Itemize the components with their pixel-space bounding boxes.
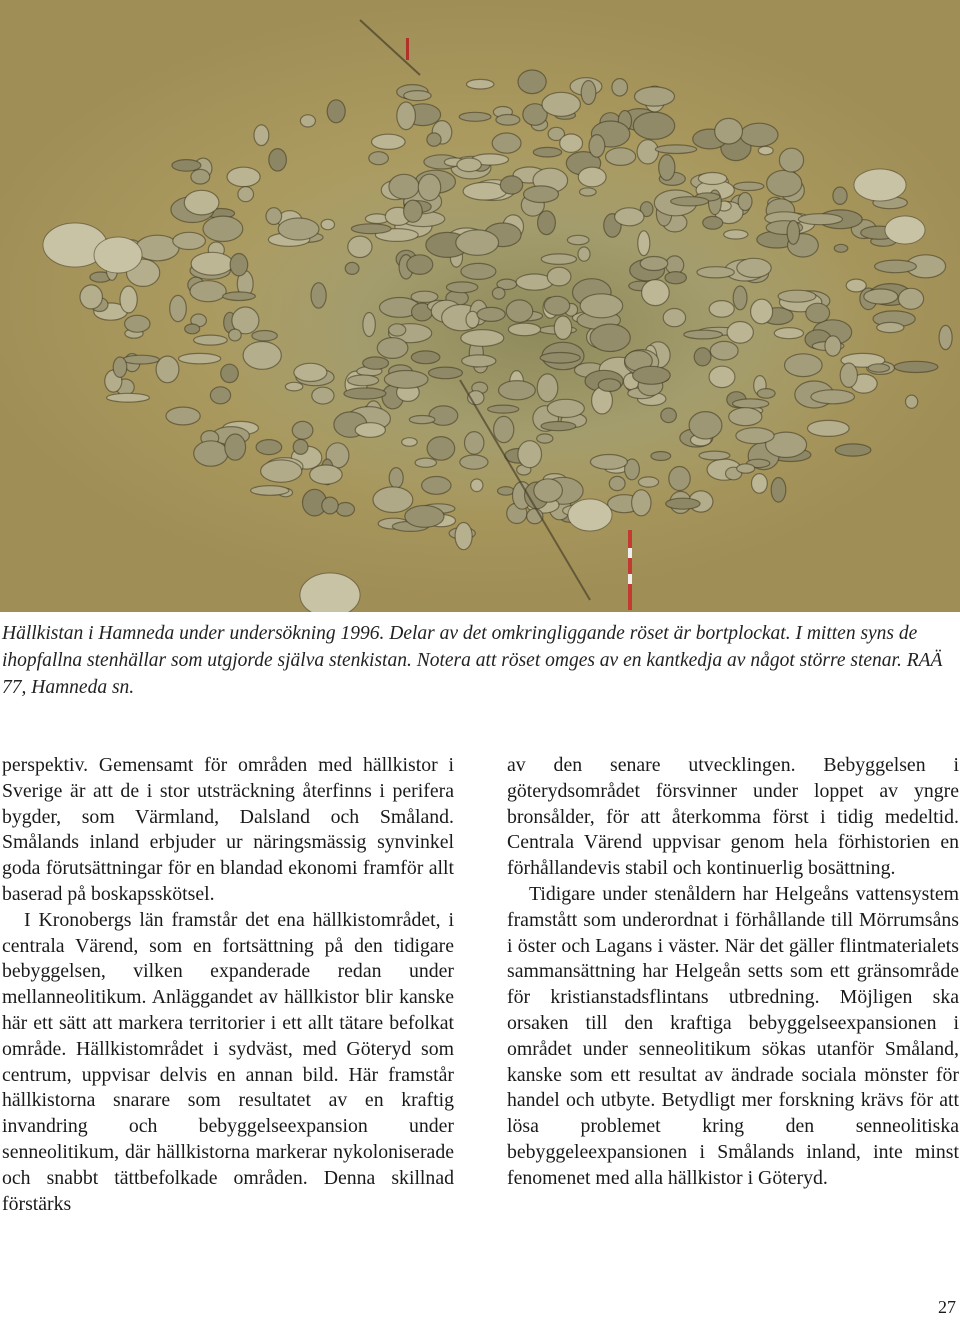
paragraph: I Kronobergs län framstår det ena hällkistområdet, i centrala Värend, som en fortsättning på den tidigare bebyggelsen, vilken expanderade redan under mellanneolitikum. Anläggandet av hällkistor blir kanske här ett sätt att markera territorier i ett allt tätare befolkat område. Hällkistområdet i sydväst, med Göteryd som centrum, uppvisar delvis en annan bild. Här framstår hällkistorna snarare som resultatet av en kraftig invandring och bebyggelseexpansion under senneolitikum, där hällkistorna markerar nykoloniserade och snabbt tättbefolkade områden. Denna skillnad förstärks	[2, 908, 454, 1215]
stone	[578, 247, 590, 261]
stone	[779, 148, 803, 172]
stone	[671, 197, 709, 206]
stone	[294, 363, 327, 381]
stone	[541, 422, 576, 431]
stone	[632, 490, 651, 516]
stone	[537, 434, 553, 443]
stone	[404, 91, 431, 101]
stone	[567, 235, 589, 244]
stone	[462, 355, 496, 367]
stone	[221, 364, 239, 382]
stone	[499, 381, 536, 400]
stone	[310, 465, 342, 484]
stone	[465, 432, 484, 455]
stone	[227, 167, 260, 186]
stone	[590, 324, 630, 351]
stone	[638, 231, 650, 256]
stone	[709, 301, 734, 318]
stone	[589, 135, 605, 158]
stone	[389, 324, 406, 336]
stone	[833, 187, 847, 204]
stone	[518, 70, 546, 94]
stone	[540, 353, 580, 364]
stone	[538, 211, 556, 235]
stone	[404, 200, 423, 222]
boulder	[300, 573, 360, 612]
stone	[418, 174, 440, 200]
stone	[864, 289, 898, 304]
stone	[500, 176, 522, 194]
stone	[537, 374, 558, 402]
stone	[633, 366, 671, 384]
stone	[372, 134, 406, 149]
stone	[560, 134, 583, 152]
text-column-left	[2, 753, 454, 1217]
stone	[415, 458, 436, 467]
boulder	[854, 169, 906, 201]
stone	[669, 467, 690, 491]
measuring-pole	[406, 38, 409, 60]
measuring-pole	[628, 530, 632, 610]
stone	[778, 290, 816, 302]
stone	[834, 244, 848, 252]
stone	[811, 390, 855, 404]
stone	[348, 236, 372, 257]
stone	[898, 288, 923, 309]
stone	[752, 474, 768, 494]
stone	[697, 267, 734, 278]
stone	[122, 355, 159, 364]
stone	[757, 389, 775, 399]
stone	[373, 487, 413, 513]
stone	[179, 353, 221, 363]
stone	[651, 452, 671, 461]
stone	[666, 498, 700, 509]
stone	[939, 325, 952, 349]
stone	[461, 330, 504, 347]
excavation-photo	[0, 0, 960, 612]
stone	[659, 155, 675, 181]
stone	[427, 133, 441, 146]
stone	[698, 173, 726, 185]
stone	[411, 291, 438, 302]
stone	[389, 174, 419, 199]
stone	[547, 399, 584, 417]
stone	[733, 286, 747, 310]
stone	[835, 444, 871, 456]
stone	[191, 252, 233, 275]
stone	[737, 258, 771, 277]
stone	[787, 221, 799, 245]
stone	[229, 329, 242, 341]
stone	[261, 460, 302, 482]
stone	[868, 364, 889, 372]
page-number: 27	[938, 1297, 956, 1317]
stone	[894, 361, 938, 372]
stone	[598, 379, 620, 392]
stone	[336, 503, 354, 517]
stone	[663, 309, 685, 327]
stone	[767, 170, 802, 196]
stone	[661, 408, 677, 423]
stone	[427, 437, 455, 461]
stone	[252, 331, 277, 341]
stone	[312, 387, 334, 404]
stone	[508, 323, 540, 336]
stone	[846, 279, 866, 292]
stone	[724, 230, 748, 239]
stone	[492, 133, 521, 153]
stone	[238, 187, 254, 202]
stone	[311, 283, 326, 308]
paragraph: Tidigare under stenåldern har Helgeåns vattensystem framstått som underordnat i förhållande till Mörrumsåns i öster och Lagans i väster. När det gäller flintmaterialets sammansättning har Helgeån setts som ett gränsområde för kristianstadsflintans utbredning. Möjligen ska orsaken till den kraftiga bebyggelseexpansionen i området under senneolitikum sökas utanför Småland, kanske som ett resultat av ändrade sociala mönster för handel och utbyte. Betydligt mer forskning krävs för att lösa problemet kring den senneolitiska bebyggeleexpansionen i Smålands inland, inte minst fenomenet med alla hällkistor i Göteryd.	[507, 882, 959, 1189]
stone	[715, 118, 743, 144]
stone	[256, 440, 282, 455]
stone	[300, 115, 315, 127]
stone	[710, 341, 738, 360]
stone	[321, 219, 334, 229]
stone	[684, 330, 723, 339]
stone	[694, 348, 711, 366]
stone	[518, 441, 542, 468]
stone	[771, 478, 786, 503]
stone	[637, 140, 658, 164]
stone	[689, 412, 722, 439]
stone	[498, 487, 515, 496]
stone	[429, 367, 463, 379]
stone	[355, 423, 385, 438]
stone	[825, 336, 841, 356]
stone	[534, 479, 563, 502]
stone	[580, 294, 623, 318]
stone	[633, 112, 674, 139]
stone	[230, 254, 248, 276]
stone	[492, 288, 505, 300]
stone	[554, 316, 571, 339]
stone	[547, 267, 571, 286]
stone	[243, 342, 281, 370]
stone	[875, 260, 917, 273]
stone	[785, 354, 823, 377]
stone	[642, 280, 670, 306]
stone	[125, 315, 150, 332]
stone	[665, 272, 686, 284]
stone	[638, 477, 658, 487]
text-column-right	[507, 753, 959, 1192]
stone	[734, 182, 764, 190]
stone	[223, 292, 256, 301]
stone	[774, 328, 803, 339]
paragraph: av den senare utvecklingen. Bebyggelsen i göterydsområdet försvinner under loppet av yngre bronsålder, för att återkomma först i tidig medeltid. Centrala Värend uppvisar genom hela förhistorien en förhållandevis stabil och kontinuerlig bosättning.	[507, 754, 959, 880]
stone	[194, 335, 228, 345]
stone	[580, 188, 597, 196]
stone	[758, 146, 773, 154]
stone	[266, 208, 282, 225]
stone	[736, 428, 774, 444]
stone	[806, 303, 830, 323]
stone	[612, 79, 628, 96]
stone	[285, 382, 302, 391]
stone	[407, 255, 433, 275]
stone	[225, 434, 246, 460]
stone	[409, 416, 435, 424]
stone	[185, 324, 200, 334]
stone	[496, 115, 520, 126]
stone	[203, 216, 243, 241]
stone	[542, 92, 580, 116]
stone	[606, 148, 636, 166]
stone	[173, 232, 206, 249]
paragraph: perspektiv. Gemensamt för områden med hällkistor i Sverige är att de i stor utsträckning återfinns i perifera bygder, som Värmland, Dalsland och Småland. Smålands inland erbjuder ur näringsmässig synvinkel goda förutsättningar för en blandad ekonomi framför allt baserad på boskapsskötsel.	[2, 754, 454, 905]
stone	[581, 81, 596, 105]
stone	[293, 439, 308, 454]
stone	[113, 357, 127, 377]
stone	[411, 351, 440, 364]
stone	[422, 477, 451, 495]
stone	[455, 523, 472, 550]
stone	[615, 208, 644, 226]
stone	[737, 464, 755, 473]
stone	[640, 257, 668, 271]
stone	[471, 479, 483, 492]
stone	[327, 100, 345, 123]
stone	[840, 363, 857, 387]
stone	[699, 451, 730, 460]
stone	[808, 420, 850, 436]
stone	[194, 441, 228, 466]
stone	[292, 421, 313, 439]
stone	[210, 387, 230, 404]
stone	[533, 147, 561, 157]
stone	[190, 281, 226, 302]
stone	[429, 406, 458, 425]
stone	[184, 190, 219, 215]
stone	[729, 408, 762, 426]
stone	[402, 438, 417, 447]
stone	[170, 295, 187, 321]
stone	[120, 286, 137, 313]
boulder	[568, 499, 612, 531]
stone	[166, 407, 200, 425]
stone	[345, 262, 359, 274]
stone	[363, 313, 375, 337]
stone	[446, 282, 477, 293]
stone	[506, 300, 532, 322]
stone	[269, 149, 287, 171]
stone	[494, 416, 514, 442]
stone	[590, 455, 627, 470]
stone	[389, 468, 403, 489]
stone	[703, 216, 723, 229]
stone	[751, 299, 773, 324]
stone	[459, 112, 491, 121]
stone	[578, 167, 606, 187]
boulder	[885, 216, 925, 244]
stone	[544, 296, 569, 315]
stone	[107, 393, 150, 402]
boulder	[94, 237, 142, 273]
stone	[456, 230, 499, 255]
stone	[80, 285, 102, 309]
stone	[709, 366, 735, 387]
figure-caption: Hällkistan i Hamneda under undersökning 1996. Delar av det omkringliggande röset är bortplockat. I mitten syns de ihopfallna stenhällar som utgjorde själva stenkistan. Notera att röset omges av en kantkedja av något större stenar. RAÄ 77, Hamneda sn.	[2, 623, 943, 698]
stone	[541, 254, 576, 264]
stone	[798, 214, 842, 225]
stone	[278, 218, 319, 240]
stone	[351, 224, 391, 234]
stone	[254, 125, 269, 146]
stone	[397, 102, 416, 130]
stone	[906, 395, 918, 408]
stone	[740, 123, 778, 146]
stone	[733, 399, 769, 408]
stone	[348, 375, 379, 386]
stone	[461, 263, 496, 279]
stone	[363, 357, 389, 369]
stone	[251, 486, 289, 496]
stone	[460, 455, 488, 469]
stone	[457, 158, 481, 172]
stone	[384, 371, 428, 389]
stone	[344, 388, 386, 399]
stone	[655, 145, 696, 154]
stone	[369, 152, 389, 165]
stone	[524, 186, 559, 203]
stone	[191, 169, 210, 184]
stone	[477, 307, 505, 321]
stone	[635, 87, 675, 106]
stone	[467, 79, 494, 89]
stone	[405, 506, 444, 528]
stone	[738, 193, 752, 211]
stone	[727, 322, 753, 344]
stone	[322, 497, 338, 514]
stone	[877, 322, 904, 332]
stone	[488, 405, 519, 413]
stone	[377, 338, 408, 359]
stone	[609, 476, 625, 490]
stone-cairn-image	[0, 0, 960, 612]
